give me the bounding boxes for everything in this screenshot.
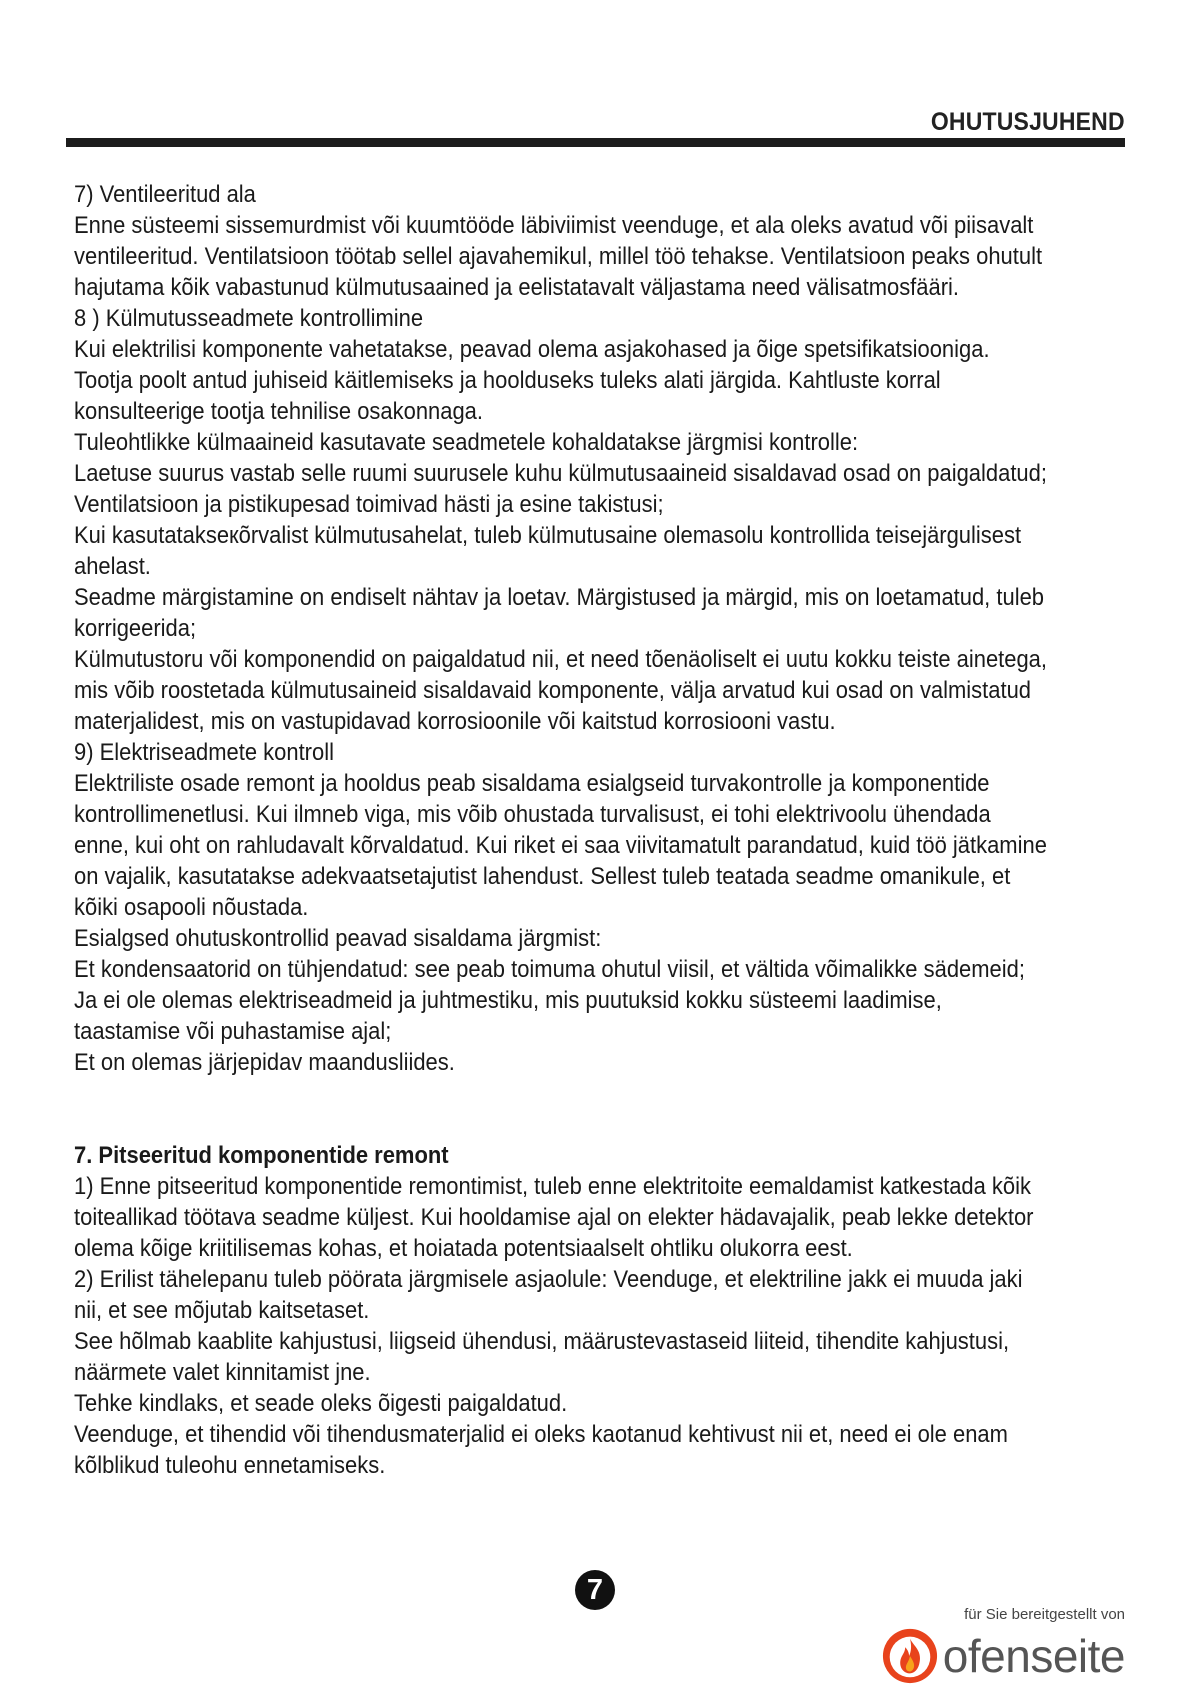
text-line: hajutama kõik vabastunud külmutusaained ja eelistatavalt väljastama need välisatmosfääri. <box>74 274 960 301</box>
text-line: näärmete valet kinnitamist jne. <box>74 1359 371 1386</box>
page-header-title: OHUTUSJUHEND <box>931 108 1125 136</box>
text-line: 1) Enne pitseeritud komponentide remontimist, tuleb enne elektritoite eemaldamist katkestada kõik <box>74 1173 1031 1200</box>
section-gap <box>74 1078 1134 1140</box>
text-line: ventileeritud. Ventilatsioon töötab sellel ajavahemikul, millel töö tehakse. Ventilatsioon peaks ohutult <box>74 243 1043 270</box>
text-line: Tootja poolt antud juhiseid käitlemiseks ja hoolduseks tuleks alati järgida. Kahtluste korral <box>74 367 941 394</box>
text-line: Et kondensaatorid on tühjendatud: see peab toimuma ohutul viisil, et vältida võimalikke sädemeid; <box>74 956 1025 983</box>
text-line: taastamise või puhastamise ajal; <box>74 1018 392 1045</box>
text-line: Kui elektrilisi komponente vahetatakse, peavad olema asjakohased ja õige spetsifikatsiooniga. <box>74 336 990 363</box>
provider-credit[interactable] <box>881 1606 1125 1685</box>
provider-caption: für Sie bereitgestellt von <box>964 1606 1125 1623</box>
text-line: 8 ) Külmutusseadmete kontrollimine <box>74 305 424 332</box>
brand-name: ofenseite <box>942 1630 1125 1682</box>
text-line: materjalidest, mis on vastupidavad korrosioonile või kaitstud korrosiooni vastu. <box>74 708 836 735</box>
text-line: Veenduge, et tihendid või tihendusmaterjalid ei oleks kaotanud kehtivust nii et, need ei ole enam <box>74 1421 1008 1448</box>
text-line: Ja ei ole olemas elektriseadmeid ja juhtmestiku, mis puutuksid kokku süsteemi laadimise, <box>74 987 942 1014</box>
text-line: Elektriliste osade remont ja hooldus peab sisaldama esialgseid turvakontrolle ja komponentide <box>74 770 990 797</box>
text-line: nii, et see mõjutab kaitsetaset. <box>74 1297 370 1324</box>
text-line: Seadme märgistamine on endiselt nähtav ja loetav. Märgistused ja märgid, mis on loetamatud, tuleb <box>74 584 1045 611</box>
text-line: Tehke kindlaks, et seade oleks õigesti paigaldatud. <box>74 1390 568 1417</box>
header-rule <box>66 138 1125 147</box>
page-number: 7 <box>575 1570 615 1610</box>
section-heading: 7. Pitseeritud komponentide remont <box>74 1142 449 1169</box>
text-line: konsulteerige tootja tehnilise osakonnaga. <box>74 398 483 425</box>
text-line: enne, kui oht on rahludavalt kõrvaldatud. Kui riket ei saa viivitamatult parandatud, kuid töö jätkamine <box>74 832 1047 859</box>
flame-icon <box>881 1627 939 1685</box>
text-line: 2) Erilist tähelepanu tuleb pöörata järgmisele asjaolule: Veenduge, et elektriline jakk ei muuda jaki <box>74 1266 1023 1293</box>
text-line: Esialgsed ohutuskontrollid peavad sisaldama järgmist: <box>74 925 602 952</box>
text-line: ahelast. <box>74 553 151 580</box>
text-line: on vajalik, kasutatakse adekvaatsetajutist lahendust. Sellest tuleb teatada seadme omanikule, et <box>74 863 1011 890</box>
text-line: Et on olemas järjepidav maandusliides. <box>74 1049 455 1076</box>
text-line: olema kõige kriitilisemas kohas, et hoiatada potentsiaalselt ohtliku olukorra eest. <box>74 1235 853 1262</box>
document-body <box>74 179 1134 1481</box>
text-line: kontrollimenetlusi. Kui ilmneb viga, mis võib ohustada turvalisust, ei tohi elektrivoolu ühendada <box>74 801 991 828</box>
text-line: 7) Ventileeritud ala <box>74 181 256 208</box>
section-sealed-components <box>74 1171 1134 1481</box>
text-line: Enne süsteemi sissemurdmist või kuumtööde läbiviimist veenduge, et ala oleks avatud või piisavalt <box>74 212 1034 239</box>
text-line: See hõlmab kaablite kahjustusi, liigseid ühendusi, määrustevastaseid liiteid, tihendite kahjustusi, <box>74 1328 1010 1355</box>
section-ventilation-and-checks <box>74 179 1134 1078</box>
text-line: toiteallikad töötava seadme küljest. Kui hooldamise ajal on elekter hädavajalik, peab lekke detektor <box>74 1204 1034 1231</box>
provider-brand[interactable] <box>881 1627 1125 1685</box>
text-line: kõlblikud tuleohu ennetamiseks. <box>74 1452 386 1479</box>
text-line: Külmutustoru või komponendid on paigaldatud nii, et need tõenäoliselt ei uutu kokku teiste ainetega, <box>74 646 1048 673</box>
text-line: Laetuse suurus vastab selle ruumi suurusele kuhu külmutusaaineid sisaldavad osad on paigaldatud; <box>74 460 1047 487</box>
text-line: 9) Elektriseadmete kontroll <box>74 739 334 766</box>
text-line: kõiki osapooli nõustada. <box>74 894 309 921</box>
text-line: Ventilatsioon ja pistikupesad toimivad hästi ja esine takistusi; <box>74 491 664 518</box>
text-line: mis võib roostetada külmutusaineid sisaldavaid komponente, välja arvatud kui osad on valmistatud <box>74 677 1032 704</box>
text-line: Tuleohtlikke külmaaineid kasutavate seadmetele kohaldatakse järgmisi kontrolle: <box>74 429 859 456</box>
text-line: korrigeerida; <box>74 615 197 642</box>
text-line: Kui kasutatakseкõrvalist külmutusahelat, tuleb külmutusaine olemasolu kontrollida teisejärgulisest <box>74 522 1022 549</box>
